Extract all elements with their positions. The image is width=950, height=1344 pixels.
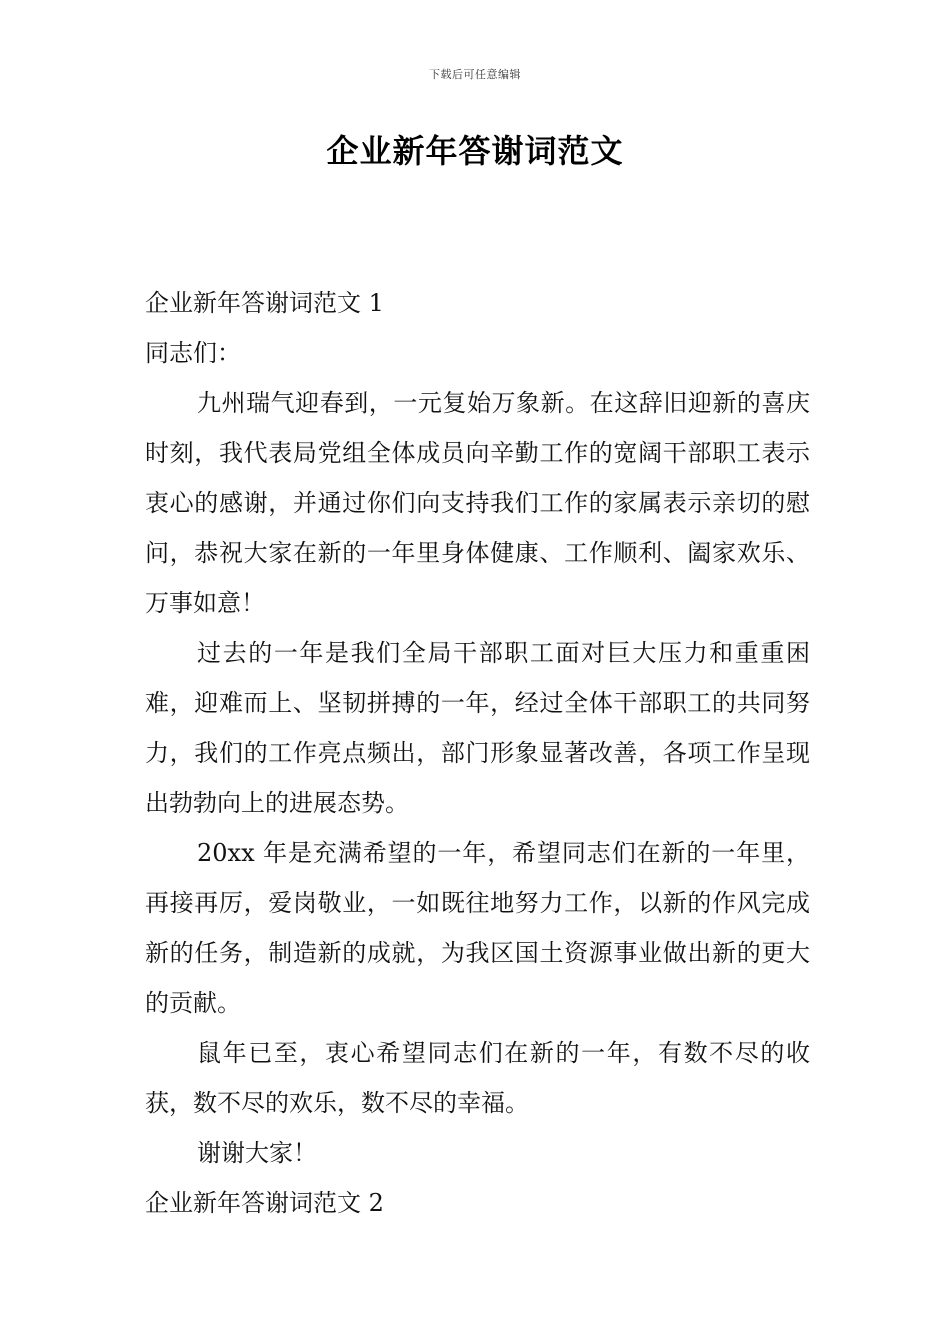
paragraph: 鼠年已至，衷心希望同志们在新的一年，有数不尽的收获，数不尽的欢乐，数不尽的幸福。 — [145, 1039, 810, 1117]
salutation: 同志们： — [145, 339, 241, 367]
closing-line: 谢谢大家！ — [197, 1139, 317, 1167]
section-heading-1: 企业新年答谢词范文 1 — [145, 289, 384, 317]
header-note: 下载后可任意编辑 — [429, 68, 521, 81]
paragraph: 20xx 年是充满希望的一年，希望同志们在新的一年里，再接再厉，爱岗敬业，一如既往地努力工作，以新的作风完成新的任务，制造新的成就，为我区国土资源事业做出新的更大的贡献。 — [145, 839, 810, 1017]
paragraph: 过去的一年是我们全局干部职工面对巨大压力和重重困难，迎难而上、坚韧拼搏的一年，经过全体干部职工的共同努力，我们的工作亮点频出，部门形象显著改善，各项工作呈现出勃勃向上的进展态势。 — [145, 639, 810, 817]
page-title: 企业新年答谢词范文 — [326, 132, 624, 170]
document-body — [145, 278, 810, 1228]
paragraph: 九州瑞气迎春到，一元复始万象新。在这辞旧迎新的喜庆时刻，我代表局党组全体成员向辛勤工作的宽阔干部职工表示衷心的感谢，并通过你们向支持我们工作的家属表示亲切的慰问，恭祝大家在新的一年里身体健康、工作顺利、阖家欢乐、万事如意！ — [145, 389, 810, 617]
section-heading-2: 企业新年答谢词范文 2 — [145, 1189, 384, 1217]
